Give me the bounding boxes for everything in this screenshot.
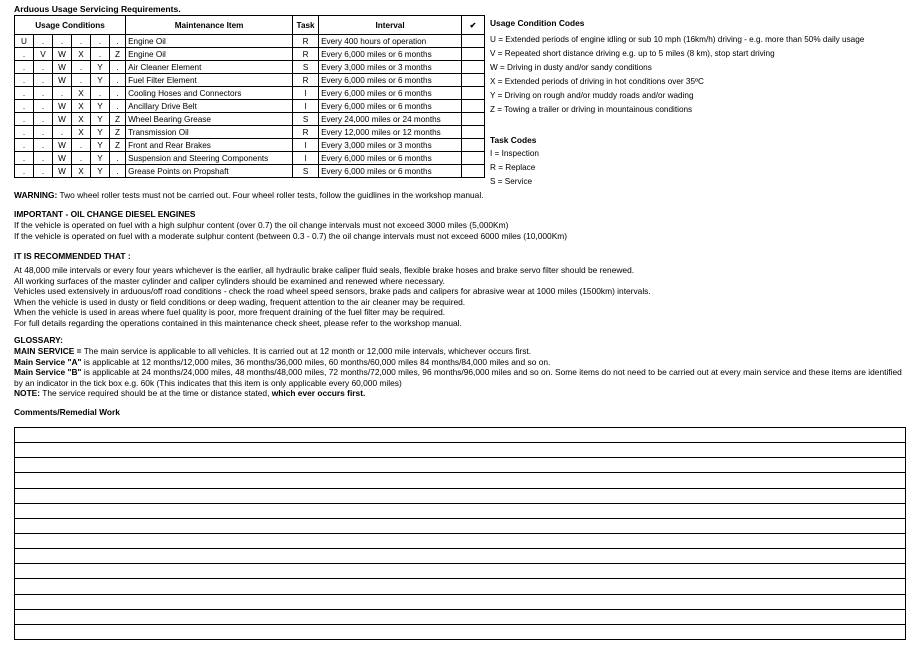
oil-change-heading: IMPORTANT - OIL CHANGE DIESEL ENGINES — [14, 209, 196, 219]
usage-condition-cell: . — [34, 165, 53, 178]
tick-box[interactable] — [462, 126, 485, 139]
table-header-row — [15, 16, 485, 35]
recommended-line: At 48,000 mile intervals or every four years whichever is the earlier, all hydraulic brake caliper fluid seals, flexible brake hoses and brake servo filter should be renewed. — [14, 265, 635, 276]
tick-box[interactable] — [462, 165, 485, 178]
comment-line[interactable] — [15, 473, 905, 488]
usage-code-v: V = Repeated short distance driving e.g. up to 5 miles (8 km), stop start driving — [490, 49, 775, 59]
usage-condition-cell: . — [91, 87, 110, 100]
interval-cell: Every 12,000 miles or 12 months — [319, 126, 462, 139]
usage-condition-cell: . — [110, 87, 126, 100]
main-service-b-label: Main Service "B" — [14, 367, 82, 378]
task-cell: R — [293, 74, 319, 87]
usage-condition-cell: . — [15, 152, 34, 165]
usage-condition-cell: . — [15, 61, 34, 74]
usage-condition-cell: Z — [110, 113, 126, 126]
usage-condition-cell: Z — [110, 139, 126, 152]
usage-condition-cell: Y — [91, 126, 110, 139]
task-cell: I — [293, 100, 319, 113]
tick-box[interactable] — [462, 48, 485, 61]
task-code-inspection: I = Inspection — [490, 149, 539, 159]
table-row — [15, 61, 485, 74]
table-row — [15, 165, 485, 178]
usage-condition-cell: . — [53, 126, 72, 139]
usage-condition-cell: . — [110, 35, 126, 48]
comment-line[interactable] — [15, 458, 905, 473]
usage-condition-cell: . — [34, 74, 53, 87]
note-bold-text: which ever occurs first. — [271, 388, 366, 399]
maintenance-item-cell: Wheel Bearing Grease — [126, 113, 293, 126]
usage-condition-cell: . — [110, 61, 126, 74]
usage-condition-cell: . — [15, 126, 34, 139]
usage-condition-cell: X — [72, 165, 91, 178]
usage-condition-cell: Y — [91, 165, 110, 178]
maintenance-item-cell: Ancillary Drive Belt — [126, 100, 293, 113]
usage-code-u: U = Extended periods of engine idling or sub 10 mph (16km/h) driving - e.g. more than 50% daily usage — [490, 35, 865, 45]
comment-line[interactable] — [15, 534, 905, 549]
interval-cell: Every 3,000 miles or 3 months — [319, 61, 462, 74]
header-check-mark-icon: ✔ — [462, 16, 485, 35]
usage-condition-cell: . — [34, 152, 53, 165]
recommended-line: All working surfaces of the master cylinder and caliper cylinders should be examined and renewed where necessary. — [14, 275, 445, 286]
usage-codes-heading: Usage Condition Codes — [490, 18, 585, 28]
usage-condition-cell: . — [34, 100, 53, 113]
tick-box[interactable] — [462, 61, 485, 74]
recommended-heading: IT IS RECOMMENDED THAT : — [14, 251, 131, 261]
usage-condition-cell: . — [34, 126, 53, 139]
usage-code-x: X = Extended periods of driving in hot conditions over 35ºC — [490, 77, 704, 87]
usage-condition-cell: . — [34, 139, 53, 152]
usage-condition-cell: W — [53, 165, 72, 178]
usage-condition-cell: Y — [91, 113, 110, 126]
maintenance-item-cell: Suspension and Steering Components — [126, 152, 293, 165]
main-service-a-label: Main Service "A" — [14, 356, 82, 367]
maintenance-item-cell: Engine Oil — [126, 35, 293, 48]
usage-condition-cell: X — [72, 48, 91, 61]
comment-line[interactable] — [15, 595, 905, 610]
tick-box[interactable] — [462, 74, 485, 87]
table-row — [15, 139, 485, 152]
tick-box[interactable] — [462, 139, 485, 152]
header-maintenance-item: Maintenance Item — [126, 16, 293, 35]
recommended-line: For full details regarding the operations contained in this maintenance check sheet, please refer to the workshop manual. — [14, 318, 462, 329]
warning-note — [14, 190, 904, 201]
usage-condition-cell: X — [72, 113, 91, 126]
usage-condition-cell: W — [53, 113, 72, 126]
usage-condition-cell: . — [110, 74, 126, 87]
usage-condition-cell: . — [72, 139, 91, 152]
comment-line[interactable] — [15, 504, 905, 519]
usage-code-z: Z = Towing a trailer or driving in mountainous conditions — [490, 105, 693, 115]
usage-condition-cell: . — [72, 74, 91, 87]
interval-cell: Every 6,000 miles or 6 months — [319, 74, 462, 87]
usage-condition-cell: W — [53, 61, 72, 74]
header-interval: Interval — [319, 16, 462, 35]
usage-condition-cell: . — [91, 35, 110, 48]
table-row — [15, 113, 485, 126]
usage-condition-cell: . — [15, 139, 34, 152]
comment-line[interactable] — [15, 489, 905, 504]
glossary-heading: GLOSSARY: — [14, 335, 63, 345]
usage-condition-cell: Z — [110, 48, 126, 61]
usage-code-y: Y = Driving on rough and/or muddy roads and/or wading — [490, 91, 694, 101]
table-row — [15, 48, 485, 61]
interval-cell: Every 3,000 miles or 3 months — [319, 139, 462, 152]
comments-heading: Comments/Remedial Work — [14, 407, 120, 417]
usage-condition-cell: W — [53, 48, 72, 61]
tick-box[interactable] — [462, 113, 485, 126]
usage-condition-cell: . — [72, 35, 91, 48]
usage-condition-cell: Y — [91, 139, 110, 152]
usage-condition-cell: . — [110, 152, 126, 165]
task-code-replace: R = Replace — [490, 163, 536, 173]
maintenance-item-cell: Grease Points on Propshaft — [126, 165, 293, 178]
task-cell: R — [293, 48, 319, 61]
usage-condition-cell: Y — [91, 74, 110, 87]
usage-condition-cell: W — [53, 100, 72, 113]
usage-condition-codes — [490, 18, 910, 117]
usage-condition-cell: . — [15, 165, 34, 178]
task-cell: I — [293, 139, 319, 152]
maintenance-item-cell: Cooling Hoses and Connectors — [126, 87, 293, 100]
note-label: NOTE: — [14, 388, 41, 399]
main-service-a-text: is applicable at 12 months/12,000 miles, 36 months/36,000 miles, 60 months/60,000 miles 84 months/84,000 miles and so on. — [81, 356, 551, 367]
page-title: Arduous Usage Servicing Requirements. — [14, 4, 181, 14]
main-service-label: MAIN SERVICE = — [14, 346, 82, 357]
task-cell: I — [293, 87, 319, 100]
usage-condition-cell: Y — [91, 61, 110, 74]
interval-cell: Every 24,000 miles or 24 months — [319, 113, 462, 126]
usage-condition-cell: X — [72, 100, 91, 113]
comment-line[interactable] — [15, 564, 905, 579]
glossary-section — [14, 335, 904, 399]
table-row — [15, 35, 485, 48]
maintenance-item-cell: Engine Oil — [126, 48, 293, 61]
task-cell: S — [293, 61, 319, 74]
comment-line[interactable] — [15, 549, 905, 564]
oil-change-line: If the vehicle is operated on fuel with a high sulphur content (over 0.7) the oil change intervals must not exceed 3000 miles (5,000Km) — [14, 220, 509, 231]
warning-text: Two wheel roller tests must not be carried out. Four wheel roller tests, follow the guidlines in the workshop manual. — [57, 190, 484, 200]
usage-condition-cell: . — [34, 61, 53, 74]
usage-condition-cell: W — [53, 152, 72, 165]
comment-line[interactable] — [15, 625, 905, 640]
usage-condition-cell: . — [110, 100, 126, 113]
usage-code-w: W = Driving in dusty and/or sandy conditions — [490, 63, 652, 73]
main-service-text: The main service is applicable to all vehicles. It is carried out at 12 month or 12,000 mile intervals, whichever occurs first. — [81, 346, 532, 357]
tick-box[interactable] — [462, 100, 485, 113]
tick-box[interactable] — [462, 35, 485, 48]
usage-condition-cell: V — [34, 48, 53, 61]
recommended-line: When the vehicle is used in dusty or field conditions or deep wading, frequent attention to the air cleaner may be required. — [14, 296, 466, 307]
usage-condition-cell: . — [15, 48, 34, 61]
warning-label: WARNING: — [14, 190, 58, 200]
oil-change-line: If the vehicle is operated on fuel with a moderate sulphur content (between 0.3 - 0.7) the oil change intervals must not exceed 6000 miles (10,000Km) — [14, 230, 568, 241]
task-cell: S — [293, 165, 319, 178]
table-row — [15, 100, 485, 113]
usage-condition-cell: . — [72, 152, 91, 165]
usage-condition-cell: . — [53, 87, 72, 100]
comments-box[interactable] — [14, 427, 906, 640]
tick-box[interactable] — [462, 152, 485, 165]
interval-cell: Every 400 hours of operation — [319, 35, 462, 48]
usage-condition-cell: . — [53, 35, 72, 48]
usage-condition-cell: Y — [91, 100, 110, 113]
recommended-line: When the vehicle is used in areas where fuel quality is poor, more frequent draining of the fuel filter may be required. — [14, 307, 446, 318]
usage-condition-cell: . — [34, 113, 53, 126]
task-codes-heading: Task Codes — [490, 135, 537, 145]
oil-change-section — [14, 209, 904, 241]
task-cell: R — [293, 35, 319, 48]
usage-condition-cell: . — [15, 74, 34, 87]
header-usage-conditions: Usage Conditions — [15, 16, 126, 35]
maintenance-item-cell: Front and Rear Brakes — [126, 139, 293, 152]
task-cell: R — [293, 126, 319, 139]
usage-condition-cell: . — [34, 87, 53, 100]
recommended-line: Vehicles used extensively in arduous/off road conditions - check the road wheel speed sensors, brake pads and calipers for abrasive wear at 1000 miles (1500km) intervals. — [14, 286, 651, 297]
usage-condition-cell: W — [53, 139, 72, 152]
usage-condition-cell: Y — [91, 152, 110, 165]
usage-condition-cell: Z — [110, 126, 126, 139]
interval-cell: Every 6,000 miles or 6 months — [319, 48, 462, 61]
comment-line[interactable] — [15, 428, 905, 443]
usage-condition-cell: . — [110, 165, 126, 178]
maintenance-item-cell: Air Cleaner Element — [126, 61, 293, 74]
main-service-b-text: is applicable at 24 months/24,000 miles, 48 months/48,000 miles, 72 months/72,000 miles, 96 months/96,000 miles and so on. Some items do not need to be carried out at every main service and these items are identified by an indicator in the tick box e.g. 60k (This indicates that this item is only applicable every 60,000 miles) — [14, 367, 902, 388]
table-row — [15, 152, 485, 165]
usage-condition-cell: . — [91, 48, 110, 61]
usage-condition-cell: W — [53, 74, 72, 87]
interval-cell: Every 6,000 miles or 6 months — [319, 165, 462, 178]
usage-condition-cell: X — [72, 126, 91, 139]
comment-line[interactable] — [15, 443, 905, 458]
usage-condition-cell: . — [72, 61, 91, 74]
servicing-table — [14, 15, 485, 178]
usage-condition-cell: . — [34, 35, 53, 48]
recommended-section — [14, 251, 904, 329]
usage-condition-cell: . — [15, 113, 34, 126]
comment-line[interactable] — [15, 579, 905, 594]
interval-cell: Every 6,000 miles or 6 months — [319, 100, 462, 113]
table-row — [15, 126, 485, 139]
comment-line[interactable] — [15, 610, 905, 625]
task-codes — [490, 135, 539, 189]
maintenance-item-cell: Transmission Oil — [126, 126, 293, 139]
interval-cell: Every 6,000 miles or 6 months — [319, 152, 462, 165]
table-row — [15, 74, 485, 87]
maintenance-item-cell: Fuel Filter Element — [126, 74, 293, 87]
note-text: The service required should be at the time or distance stated, — [40, 388, 272, 399]
usage-condition-cell: . — [15, 100, 34, 113]
tick-box[interactable] — [462, 87, 485, 100]
usage-condition-cell: U — [15, 35, 34, 48]
comment-line[interactable] — [15, 519, 905, 534]
task-cell: I — [293, 152, 319, 165]
task-cell: S — [293, 113, 319, 126]
header-task: Task — [293, 16, 319, 35]
table-row — [15, 87, 485, 100]
task-code-service: S = Service — [490, 177, 533, 187]
interval-cell: Every 6,000 miles or 6 months — [319, 87, 462, 100]
usage-condition-cell: X — [72, 87, 91, 100]
usage-condition-cell: . — [15, 87, 34, 100]
